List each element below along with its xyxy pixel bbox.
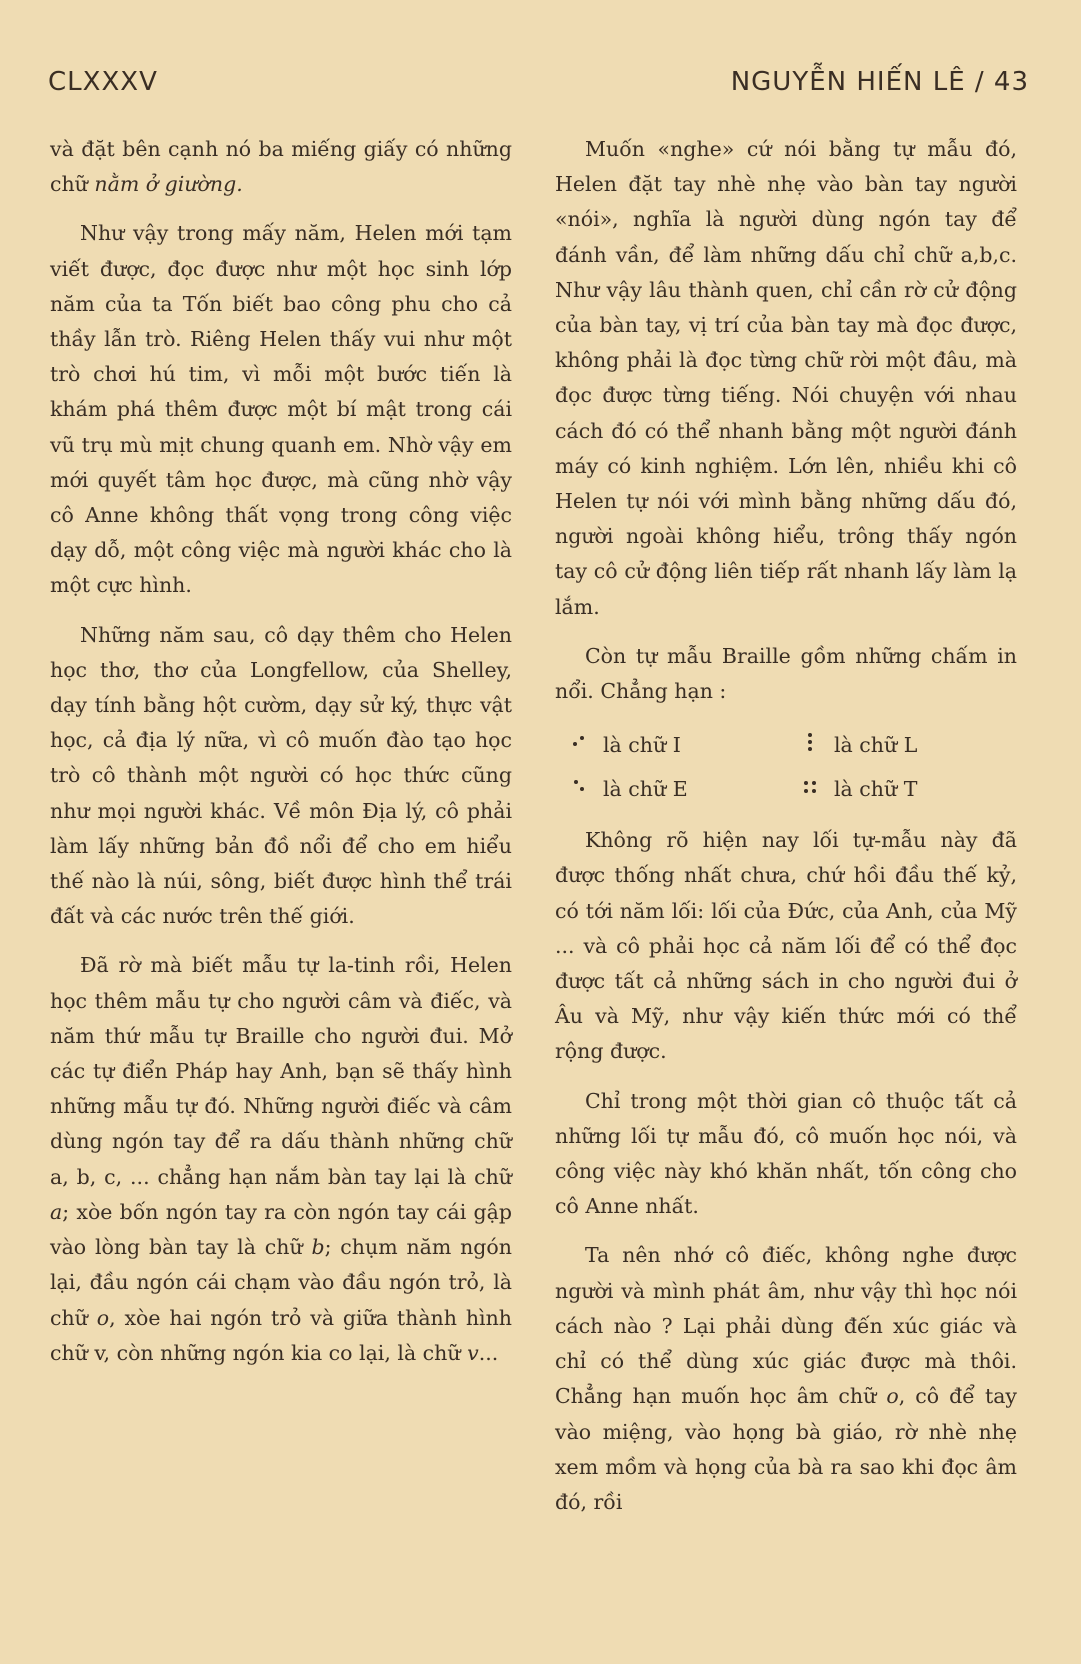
braille-glyph-e (555, 772, 603, 807)
paragraph: Muốn «nghe» cứ nói bằng tự mẫu đó, Helen đặt tay nhè nhẹ vào bàn tay người «nói», nghĩa là người dùng ngón tay để đánh vần, để làm những dấu chỉ chữ a,b,c. Như vậy lâu thành quen, chỉ cần rờ cử động của bàn tay, vị trí của bàn tay mà đọc được, không phải là đọc từng chữ rời một đâu, mà đọc được từng tiếng. Nói chuyện với nhau cách đó có thể nhanh bằng một người đánh máy có kinh nghiệm. Lớn lên, nhiều khi cô Helen tự nói với mình bằng những dấu đó, người ngoài không hiểu, trông thấy ngón tay cô cử động liên tiếp rất nhanh lấy làm lạ lắm. (555, 137, 1017, 619)
author-page-number: NGUYỄN HIẾN LÊ / 43 (730, 67, 1029, 97)
paragraph: Còn tự mẫu Braille gồm những chấm in nổi. Chẳng hạn : (555, 643, 1017, 704)
paragraph-text: ... (478, 1340, 499, 1365)
braille-glyph-t (786, 772, 834, 807)
chapter-number: CLXXXV (48, 67, 158, 97)
italic-letter: b (311, 1235, 325, 1260)
braille-glyph-l (786, 728, 834, 763)
paragraph-text: và đặt bên cạnh nó ba miếng giấy có những chữ (50, 137, 512, 197)
paragraph: Những năm sau, cô dạy thêm cho Helen học thơ, thơ của Longfellow, của Shelley, dạy tính bằng hột cườm, dạy sử ký, thực vật học, cả địa lý nữa, vì cô muốn đào tạo học trò cô thành một người có học thức cũng như mọi người khác. Về môn Địa lý, cô phải làm lấy những bản đồ nổi để cho em hiểu thế nào là núi, sông, biết được hình thể trái đất và các nước trên thế giới. (50, 622, 512, 929)
braille-item (555, 728, 786, 763)
paragraph-text: ; chụm năm ngón lại, đầu ngón cái chạm vào đầu ngón trỏ, là chữ (50, 1235, 512, 1330)
italic-letter: o (96, 1305, 110, 1330)
page-header (48, 62, 1029, 102)
italic-letter: a (50, 1199, 63, 1224)
paragraph: Như vậy trong mấy năm, Helen mới tạm viết được, đọc được như một học sinh lớp năm của ta Tốn biết bao công phu cho cả thầy lẫn trò. Riêng Helen thấy vui như một trò chơi hú tim, vì mỗi một bước tiến là khám phá thêm được một bí mật trong cái vũ trụ mù mịt chung quanh em. Nhờ vậy em mới quyết tâm học được, mà cũng nhờ vậy cô Anne không thất vọng trong công việc dạy dỗ, một công việc mà người khác cho là một cực hình. (50, 221, 512, 598)
paragraph: Không rõ hiện nay lối tự-mẫu này đã được thống nhất chưa, chứ hồi đầu thế kỷ, có tới năm lối: lối của Đức, của Anh, của Mỹ ... và cô phải học cả năm lối để có thể đọc được tất cả những sách in cho người đui ở Âu và Mỹ, như vậy kiến thức mới có thể rộng được. (555, 828, 1017, 1064)
braille-glyph-i (555, 728, 603, 763)
paragraph (50, 132, 512, 202)
paragraph-text: ; xòe bốn ngón tay ra còn ngón tay cái gập vào lòng bàn tay là chữ (50, 1199, 512, 1260)
paragraph-text: Ta nên nhớ cô điếc, không nghe được người và mình phát âm, như vậy thì học nói cách nào ? Lại phải dùng đến xúc giác và chỉ có thể dùng xúc giác được mà thôi. Chẳng hạn muốn học âm chữ (555, 1243, 1017, 1409)
paragraph (50, 948, 512, 1370)
braille-row (555, 767, 1017, 811)
italic-letter: v (467, 1340, 479, 1365)
braille-row (555, 723, 1017, 767)
left-column (50, 132, 512, 1385)
italic-text: nằm ở giường. (94, 172, 243, 197)
braille-item (786, 728, 1017, 763)
paragraph: Chỉ trong một thời gian cô thuộc tất cả những lối tự mẫu đó, cô muốn học nói, và công việc này khó khăn nhất, tốn công cho cô Anne nhất. (555, 1088, 1017, 1219)
braille-item (786, 772, 1017, 807)
braille-label: là chữ I (603, 732, 681, 757)
paragraph-text: , xòe hai ngón trỏ và giữa thành hình chữ v, còn những ngón kia co lại, là chữ (50, 1305, 512, 1365)
paragraph (555, 1238, 1017, 1520)
paragraph-text: , cô để tay vào miệng, vào họng bà giáo, rờ nhè nhẹ xem mồm và họng của bà ra sao khi đọc âm đó, rồi (555, 1384, 1018, 1514)
paragraph-text: Đã rờ mà biết mẫu tự la-tinh rồi, Helen học thêm mẫu tự cho người câm và điếc, và năm thứ mẫu tự Braille cho người đui. Mở các tự điển Pháp hay Anh, bạn sẽ thấy hình những mẫu tự đó. Những người điếc và câm dùng ngón tay để ra dấu thành những chữ a, b, c, ... chẳng hạn nắm bàn tay lại là chữ (50, 953, 512, 1189)
braille-item (555, 772, 786, 807)
italic-letter: o (886, 1384, 899, 1409)
braille-label: là chữ E (603, 776, 688, 801)
braille-label: là chữ L (834, 732, 918, 757)
right-column (555, 132, 1017, 1534)
braille-examples (555, 723, 1017, 811)
braille-label: là chữ T (834, 776, 918, 801)
